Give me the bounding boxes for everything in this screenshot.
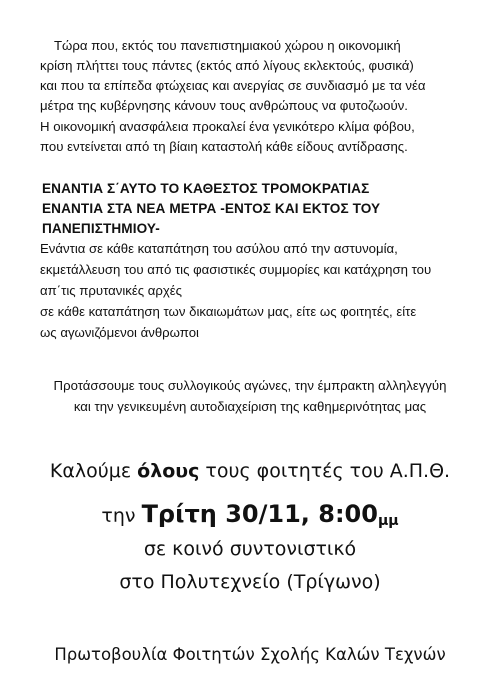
call-line-1-post: τους φοιτητές του Α.Π.Θ. [199,460,451,482]
against-line: ως αγωνιζόμενοι άνθρωποι [40,325,199,340]
heading-line: ΕΝΑΝΤΙΑ Σ΄ΑΥΤΟ ΤΟ ΚΑΘΕΣΤΟΣ ΤΡΟΜΟΚΡΑΤΙΑΣ [42,181,370,196]
against-line: Ενάντια σε κάθε καταπάτηση του ασύλου από την αστυνομία, [40,241,398,256]
call-emphasis-all: όλους [137,460,200,482]
call-line-2 [0,499,500,529]
heading-line: ΕΝΑΝΤΙΑ ΣΤΑ ΝΕΑ ΜΕΤΡΑ -ΕΝΤΟΣ ΚΑΙ ΕΚΤΟΣ ΤΟΥ [42,201,381,216]
heading-line: ΠΑΝΕΠΙΣΤΗΜΙΟΥ- [42,221,160,236]
intro-line: Η οικονομική ανασφάλεια προκαλεί ένα γενικότερο κλίμα φόβου, [40,119,415,134]
against-line: σε κάθε καταπάτηση των δικαιωμάτων μας, είτε ως φοιτητές, είτε [40,304,417,319]
intro-line: Τώρα που, εκτός του πανεπιστημιακού χώρου η οικονομική [54,38,401,53]
intro-line: κρίση πλήττει τους πάντες (εκτός από λίγους εκλεκτούς, φυσικά) [40,58,414,73]
call-line-1 [0,459,500,483]
call-date-time: Τρίτη 30/11, 8:00 [141,500,378,528]
call-line-1-pre: Καλούμε [49,460,138,482]
intro-line: μέτρα της κυβέρνησης κάνουν τους ανθρώπους να φυτοζωούν. [40,98,408,113]
against-line: εκμετάλλευση του από τις φασιστικές συμμορίες και κατάχρηση του [40,262,432,277]
call-line-3: σε κοινό συντονιστικό [143,538,357,560]
call-time-suffix: μμ [377,513,399,529]
call-line-2-pre: την [101,505,142,527]
intro-line: και που τα επίπεδα φτώχειας και ανεργίας σε συνδιασμό με τα νέα [40,78,426,93]
proposal-line: Προτάσσουμε τους συλλογικούς αγώνες, την έμπρακτη αλληλεγγύη [53,378,447,393]
call-line-4: στο Πολυτεχνείο (Τρίγωνο) [119,571,381,593]
proposal-line: και την γενικευμένη αυτοδιαχείριση της καθημερινότητας μας [73,399,427,414]
intro-line: που εντείνεται από τη βίαιη καταστολή κάθε είδους αντίδρασης. [40,139,408,154]
signature: Πρωτοβουλία Φοιτητών Σχολής Καλών Τεχνών [54,645,446,664]
against-line: απ΄τις πρυτανικές αρχές [40,283,183,298]
